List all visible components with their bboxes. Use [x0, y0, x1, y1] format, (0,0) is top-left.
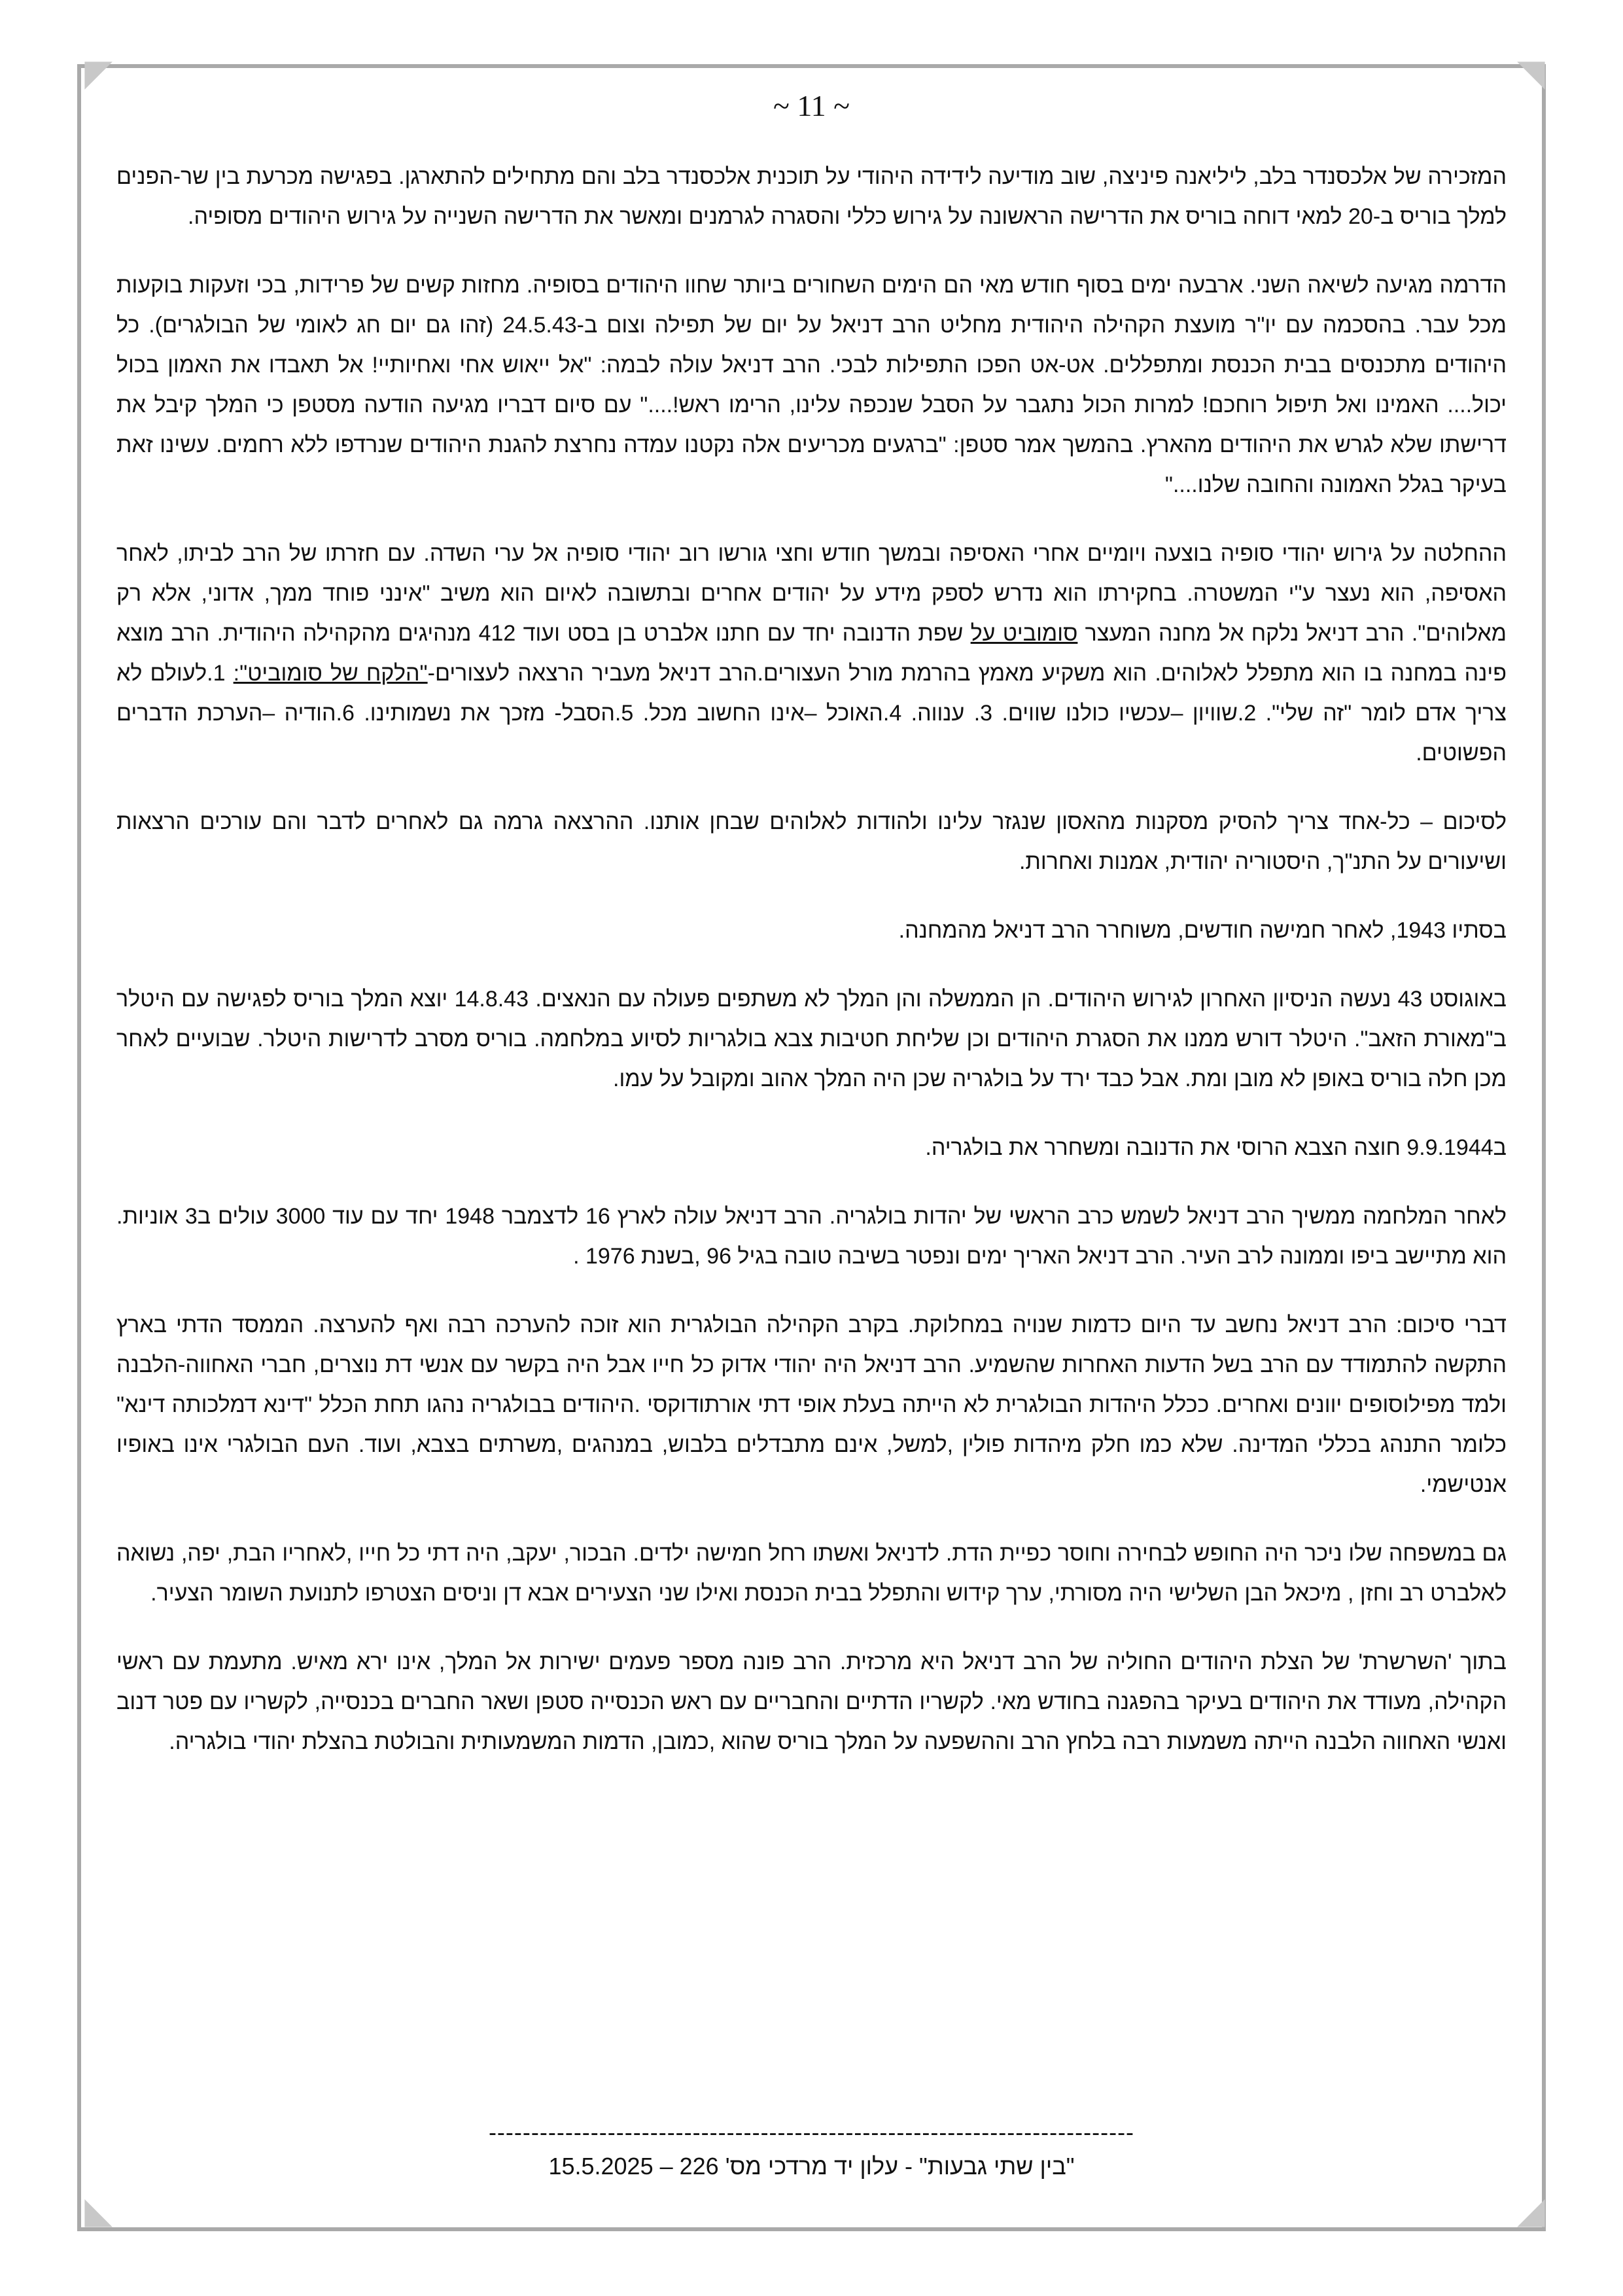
paragraph-9: דברי סיכום: הרב דניאל נחשב עד היום כדמות שנויה במחלוקת. בקרב הקהילה הבולגרית הוא זוכה להערכה רבה ואף להערצה. הממסד הדתי בארץ התקשה להתמודד עם הרב בשל הדעות האחרות שהשמיע. הרב דניאל היה יהודי אדוק כל חייו אבל היה בקשר עם אנשי דת נוצרים, חברי האחווה-הלבנה ולמד מפילוסופים יוונים ואחרים. ככלל היהדות הבולגרית לא הייתה בעלת אופי דתי אורתודוקסי .היהודים בבולגריה נהגו תחת הכלל "דינא דמלכותה דינא" כלומר התנהג בכללי המדינה. שלא כמו חלק מיהדות פולין ,למשל, אינם מתבדלים בלבוש, במנהגים ,משרתים בצבא, ועוד. העם הבולגרי אינו באופיו אנטישמי.: [116, 1313, 1507, 1497]
footer-divider: ----------------------------------------------------------------------------: [488, 2119, 1135, 2146]
footer-publication-line: "בין שתי גבעות" - עלון יד מרדכי מס' 226 – 15.5.2025: [548, 2153, 1075, 2180]
paragraph-6: באוגוסט 43 נעשה הניסיון האחרון לגירוש היהודים. הן הממשלה והן המלך לא משתפים פעולה עם הנאצים. 14.8.43 יוצא המלך בוריס לפגישה עם היטלר ב"מאורת הזאב". היטלר דורש ממנו את הסגרת היהודים וכן שליחת חטיבות צבא בולגריות לסיוע במלחמה. בוריס מסרב לדרישות היטלר. שבועיים לאחר מכן חלה בוריס באופן לא מובן ומת. אבל כבד ירד על בולגריה שכן היה המלך אהוב ומקובל על עמו.: [116, 987, 1507, 1091]
paragraph-10: גם במשפחה שלו ניכר היה החופש לבחירה וחוסר כפיית הדת. לדניאל ואשתו רחל חמישה ילדים. הבכור, יעקב, היה דתי כל חייו ,לאחריו הבת, יפה, נשואה לאלברט רב וחזן , מיכאל הבן השלישי היה מסורתי, ערך קידוש והתפלל בבית הכנסת ואילו שני הצעירים אבא דן וניסים הצטרפו לתנועת השומר הצעיר.: [116, 1541, 1507, 1606]
paragraph-3-part-2: שפת הדנובה יחד עם חתנו אלברט בן בסט ועוד 412 מנהיגים מהקהילה היהודית. הרב מוצא פינה במחנה בו הוא מתפלל לאלוהים. הוא משקיע מאמץ בהרמת מורל העצורים.הרב דניאל מעביר הרצאה לעצורים-: [116, 621, 1507, 686]
paragraph-3-part-3: 1.לעולם לא צריך אדם לומר "זה שלי". 2.שוויון –עכשיו כולנו שווים. 3. ענווה. 4.האוכל –אינו החשוב מכל. 5.הסבל- מזכך את נשמותינו. 6.הודיה –הערכת הדברים הפשוטים.: [116, 661, 1507, 766]
paragraph-8: לאחר המלחמה ממשיך הרב דניאל לשמש כרב הראשי של יהדות בולגריה. הרב דניאל עולה לארץ 16 לדצמבר 1948 יחד עם עוד 3000 עולים ב3 אוניות. הוא מתיישב ביפו וממונה לרב העיר. הרב דניאל האריך ימים ונפטר בשיבה טובה בגיל 96 ,בשנת 1976 .: [116, 1204, 1507, 1269]
underlined-camp-name: סומוביט על: [970, 621, 1078, 646]
underlined-lecture-title: "הלקח של סומוביט":: [233, 661, 428, 686]
paragraph-3: [116, 534, 1507, 773]
paragraph-7: ב9.9.1944 חוצה הצבא הרוסי את הדנובה ומשחרר את בולגריה.: [925, 1135, 1507, 1160]
paragraph-2: הדרמה מגיעה לשיאה השני. ארבעה ימים בסוף חודש מאי הם הימים השחורים ביותר שחוו היהודים בסופיה. מחזות קשים של פרידות, בכי וזעקות בוקעות מכל עבר. בהסכמה עם יו"ר מועצת הקהילה היהודית מחליט הרב דניאל על יום של תפילה וצום ב-24.5.43 (זהו גם יום חג לאומי של הבולגרים). כל היהודים מתכנסים בבית הכנסת ומתפללים. אט-אט הפכו התפילות לבכי. הרב דניאל עולה לבמה: "אל ייאוש אחי ואחיותיי! אל תאבדו את האמון בכול יכול.... האמינו ואל תיפול רוחכם! למרות הכול נתגבר על הסבל שנכפה עלינו, הרימו ראש!...." עם סיום דבריו מגיעה הודעה מסטפן כי המלך קיבל את דרישתו שלא לגרש את היהודים מהארץ. בהמשך אמר סטפן: "ברגעים מכריעים אלה נקטנו עמדה נחרצת להגנת היהודים שנרדפו ללא רחמים. עשינו זאת בעיקר בגלל האמונה והחובה שלנו....": [116, 273, 1507, 497]
paragraph-4: לסיכום – כל-אחד צריך להסיק מסקנות מהאסון שנגזר עלינו ולהודות לאלוהים שבחן אותנו. ההרצאה גרמה גם לאחרים לדבר והם עורכים הרצאות ושיעורים על התנ"ך, היסטוריה יהודית, אמנות ואחרות.: [116, 809, 1507, 874]
paragraph-1: המזכירה של אלכסנדר בלב, ליליאנה פיניצה, שוב מודיעה לידידה היהודי על תוכנית אלכסנדר בלב והם מתחילים להתארגן. בפגישה מכרעת בין שר-הפנים למלך בוריס ב-20 למאי דוחה בוריס את הדרישה הראשונה על גירוש כללי והסגרה לגרמנים ומאשר את הדרישה השנייה על גירוש היהודים מסופיה.: [116, 164, 1507, 229]
paragraph-5: בסתיו 1943, לאחר חמישה חודשים, משוחרר הרב דניאל מהמחנה.: [898, 918, 1507, 943]
article-body: [116, 157, 1507, 1791]
page-number: ~ 11 ~: [773, 89, 850, 122]
paragraph-11: בתוך 'השרשרת' של הצלת היהודים החוליה של הרב דניאל היא מרכזית. הרב פונה מספר פעמים ישירות אל המלך, אינו ירא מאיש. מתעמת עם ראשי הקהילה, מעודד את היהודים בעיקר בהפגנה בחודש מאי. לקשריו הדתיים והחבריים עם ראש הכנסייה סטפן ושאר החברים בכנסייה, לקשריו עם פטר דנוב ואנשי האחווה הלבנה הייתה משמעות רבה בלחץ הרב וההשפעה על המלך בוריס שהוא ,כמובן, הדמות המשמעותית והבולטת בהצלת יהודי בולגריה.: [116, 1650, 1507, 1754]
paragraph-3-part-1: ההחלטה על גירוש יהודי סופיה בוצעה ויומיים אחרי האסיפה ובמשך חודש וחצי גורשו רוב יהודי סופיה אל ערי השדה. עם חזרתו של הרב לביתו, לאחר האסיפה, הוא נעצר ע"י המשטרה. בחקירתו הוא נדרש לספק מידע על יהודים אחרים ובתשובה לאיום הוא משיב "אינני פוחד ממך, אדוני, אלא רק מאלוהים". הרב דניאל נלקח אל מחנה המעצר: [116, 541, 1507, 646]
